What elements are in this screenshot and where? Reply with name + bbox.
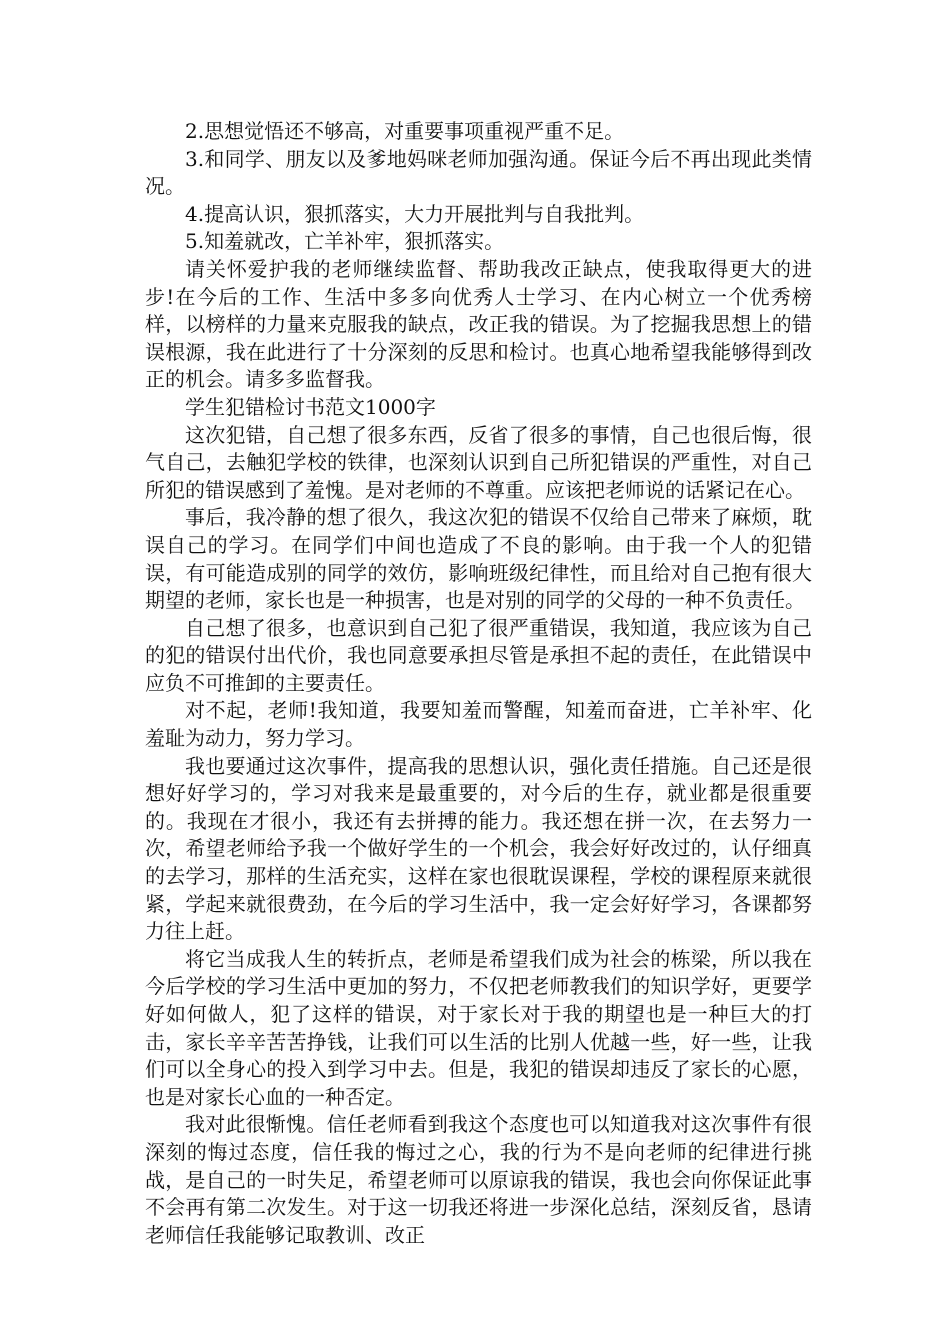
paragraph: 我也要通过这次事件，提高我的思想认识，强化责任措施。自己还是很想好好学习的，学习对我来是最重要的，对今后的生存，就业都是很重要的。我现在才很小，我还有去拼搏的能力。我还想在拼一次，在去努力一次，希望老师给予我一个做好学生的一个机会，我会好好改过的，认仔细真的去学习，那样的生活充实，这样在家也很耽误课程，学校的课程原来就很紧，学起来就很费劲，在今后的学习生活中，我一定会好好学习，各课都努力往上赶。 [145,753,812,944]
paragraph: 事后，我冷静的想了很久，我这次犯的错误不仅给自己带来了麻烦，耽误自己的学习。在同学们中间也造成了不良的影响。由于我一个人的犯错误，有可能造成别的同学的效仿，影响班级纪律性，而且给对自己抱有很大期望的老师，家长也是一种损害，也是对别的同学的父母的一种不负责任。 [145,505,812,613]
paragraph-request: 请关怀爱护我的老师继续监督、帮助我改正缺点，使我取得更大的进步!在今后的工作、生活中多多向优秀人士学习、在内心树立一个优秀榜样，以榜样的力量来克服我的缺点，改正我的错误。为了挖掘我思想上的错误根源，我在此进行了十分深刻的反思和检讨。也真心地希望我能够得到改正的机会。请多多监督我。 [145,256,812,392]
paragraph: 将它当成我人生的转折点，老师是希望我们成为社会的栋梁，所以我在今后学校的学习生活中更加的努力，不仅把老师教我们的知识学好，更要学好如何做人，犯了这样的错误，对于家长对于我的期望也是一种巨大的打击，家长辛辛苦苦挣钱，让我们可以生活的比别人优越一些，好一些，让我们可以全身心的投入到学习中去。但是，我犯的错误却违反了家长的心愿，也是对家长心血的一种否定。 [145,946,812,1109]
paragraph-point-2: 2.思想觉悟还不够高，对重要事项重视严重不足。 [185,119,625,143]
paragraph: 这次犯错，自己想了很多东西，反省了很多的事情，自己也很后悔，很气自己，去触犯学校的铁律，也深刻认识到自己所犯错误的严重性，对自己所犯的错误感到了羞愧。是对老师的不尊重。应该把老师说的话紧记在心。 [145,422,812,502]
document-body [145,118,812,1249]
paragraph: 对不起，老师!我知道，我要知羞而警醒，知羞而奋进，亡羊补牢、化羞耻为动力，努力学习。 [145,698,812,751]
paragraph: 我对此很惭愧。信任老师看到我这个态度也可以知道我对这次事件有很深刻的悔过态度，信任我的悔过之心，我的行为不是向老师的纪律进行挑战，是自己的一时失足，希望老师可以原谅我的错误，我也会向你保证此事不会再有第二次发生。对于这一切我还将进一步深化总结，深刻反省，恳请老师信任我能够记取教训、改正 [145,1112,812,1247]
paragraph-point-3: 3.和同学、朋友以及爹地妈咪老师加强沟通。保证今后不再出现此类情况。 [145,146,812,199]
paragraph: 自己想了很多，也意识到自己犯了很严重错误，我知道，我应该为自己的犯的错误付出代价，我也同意要承担尽管是承担不起的责任，在此错误中应负不可推卸的主要责任。 [145,615,812,695]
paragraph-point-5: 5.知羞就改，亡羊补牢，狠抓落实。 [185,229,505,254]
paragraph-point-4: 4.提高认识，狠抓落实，大力开展批判与自我批判。 [185,201,645,226]
section-title: 学生犯错检讨书范文1000字 [185,394,436,419]
